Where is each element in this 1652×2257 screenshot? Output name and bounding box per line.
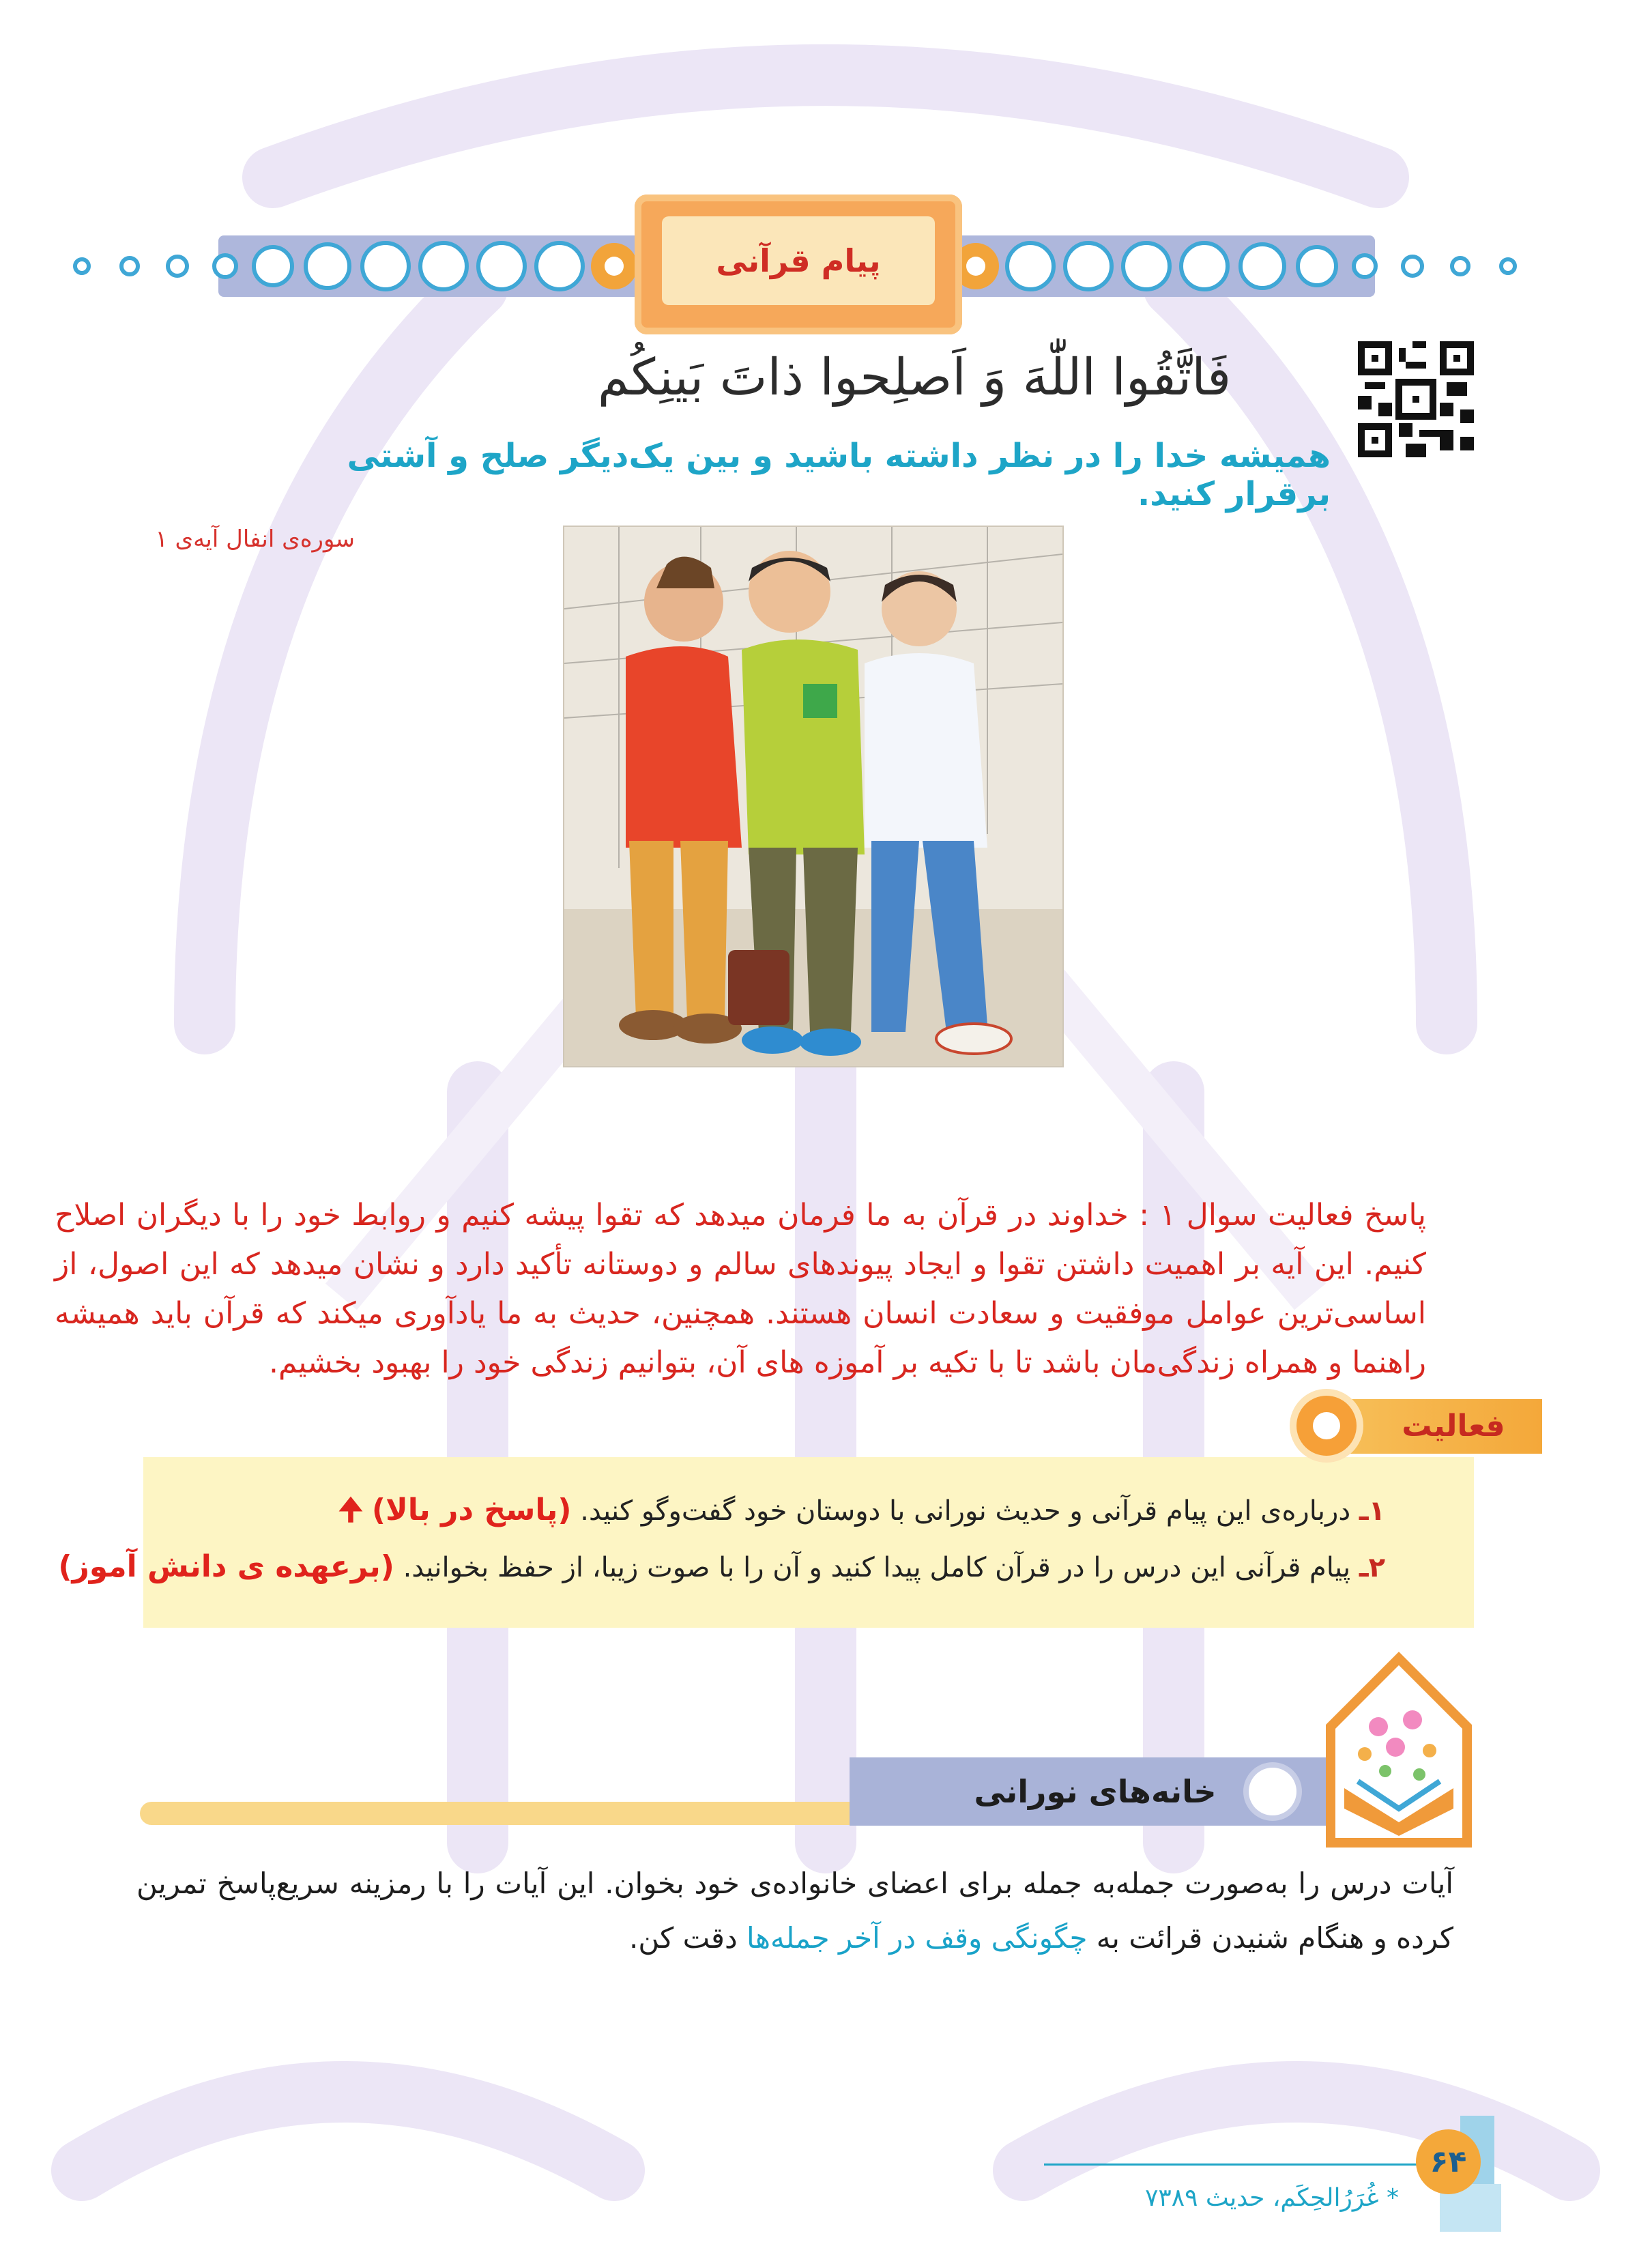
activity-item-2-number: ۲ـ xyxy=(1359,1552,1385,1583)
qr-code[interactable] xyxy=(1358,341,1474,457)
footnote-reference: * غُرَرُالحِکَم، حدیث ۷۳۸۹ xyxy=(1145,2184,1399,2212)
arrow-up-icon: 🠉 xyxy=(338,1493,364,1527)
bright-houses-text xyxy=(136,1856,1453,1979)
body-text-part1: آیات درس را به‌صورت جمله‌به جمله برای اعضای خانواده‌ی خود بخوان. این آیات را با رمزینه سریع‌پاسخ تمرین کرده و هنگام شنیدن قرائت به xyxy=(136,1867,1453,1955)
circle-bullet-icon xyxy=(1296,1396,1357,1456)
section-title-bright-houses: خانه‌های نورانی xyxy=(974,1773,1217,1810)
page-number-badge xyxy=(1416,2129,1481,2194)
activity-title: فعالیت xyxy=(1402,1409,1505,1443)
illustration-three-boys xyxy=(563,526,1064,1067)
body-text-part2: دقت کن. xyxy=(628,1921,747,1955)
quran-verse: فَاتَّقُوا اللّٰهَ وَ اَصلِحوا ذاتَ بَینِکُم xyxy=(597,348,1232,407)
body-text-highlight: چگونگی وقف در آخر جمله‌ها xyxy=(747,1921,1088,1955)
activity-item-1-note: (پاسخ در بالا) xyxy=(371,1493,572,1527)
activity-answer-paragraph: پاسخ فعالیت سوال ۱ : خداوند در قرآن به ما فرمان میدهد که تقوا پیشه کنیم و روابط خود را با دیگران اصلاح کنیم. این آیه بر اهمیت داشتن تقوا و ایجاد پیوندهای سالم و دوستانه تأکید دارد و نشان میدهد که این اصول، از اساسی‌ترین عوامل موفقیت و سعادت انسان هستند. همچنین، حدیث به ما یادآوری میکند که قرآن باید همیشه راهنما و همراه زندگی‌مان باشد تا با تکیه بر آموزه های آن، بتوانیم زندگی خود را بهبود بخشیم. xyxy=(55,1198,1426,1380)
footer-divider xyxy=(1044,2163,1426,2166)
activity-box xyxy=(58,1457,1474,1628)
banner-title-box xyxy=(635,195,962,334)
activity-item-2-note: (برعهده ی دانش آموز) xyxy=(58,1549,394,1584)
activity-item-1 xyxy=(338,1488,1385,1539)
activity-item-1-number: ۱ـ xyxy=(1359,1495,1385,1527)
section-heading-quranic-message: پیام قرآنی xyxy=(716,242,881,279)
surah-reference: سوره‌ی انفال آیه‌ی ۱ xyxy=(155,526,355,553)
activity-item-1-text: درباره‌ی این پیام قرآنی و حدیث نورانی با دوستان خود گفت‌وگو کنید. xyxy=(580,1495,1351,1527)
quran-house-icon xyxy=(1317,1652,1481,1850)
banner-title-plate xyxy=(662,216,935,305)
verse-translation: همیشه خدا را در نظر داشته باشید و بین یک‌دیگر صلح و آشتی برقرار کنید. xyxy=(347,437,1331,513)
activity-item-2-text: پیام قرآنی این درس را در قرآن کامل پیدا کنید و آن را با صوت زیبا، از حفظ بخوانید. xyxy=(403,1552,1351,1583)
ring-icon xyxy=(1249,1768,1296,1815)
page-number: ۶۴ xyxy=(1430,2144,1467,2179)
activity-item-2 xyxy=(58,1549,1385,1584)
